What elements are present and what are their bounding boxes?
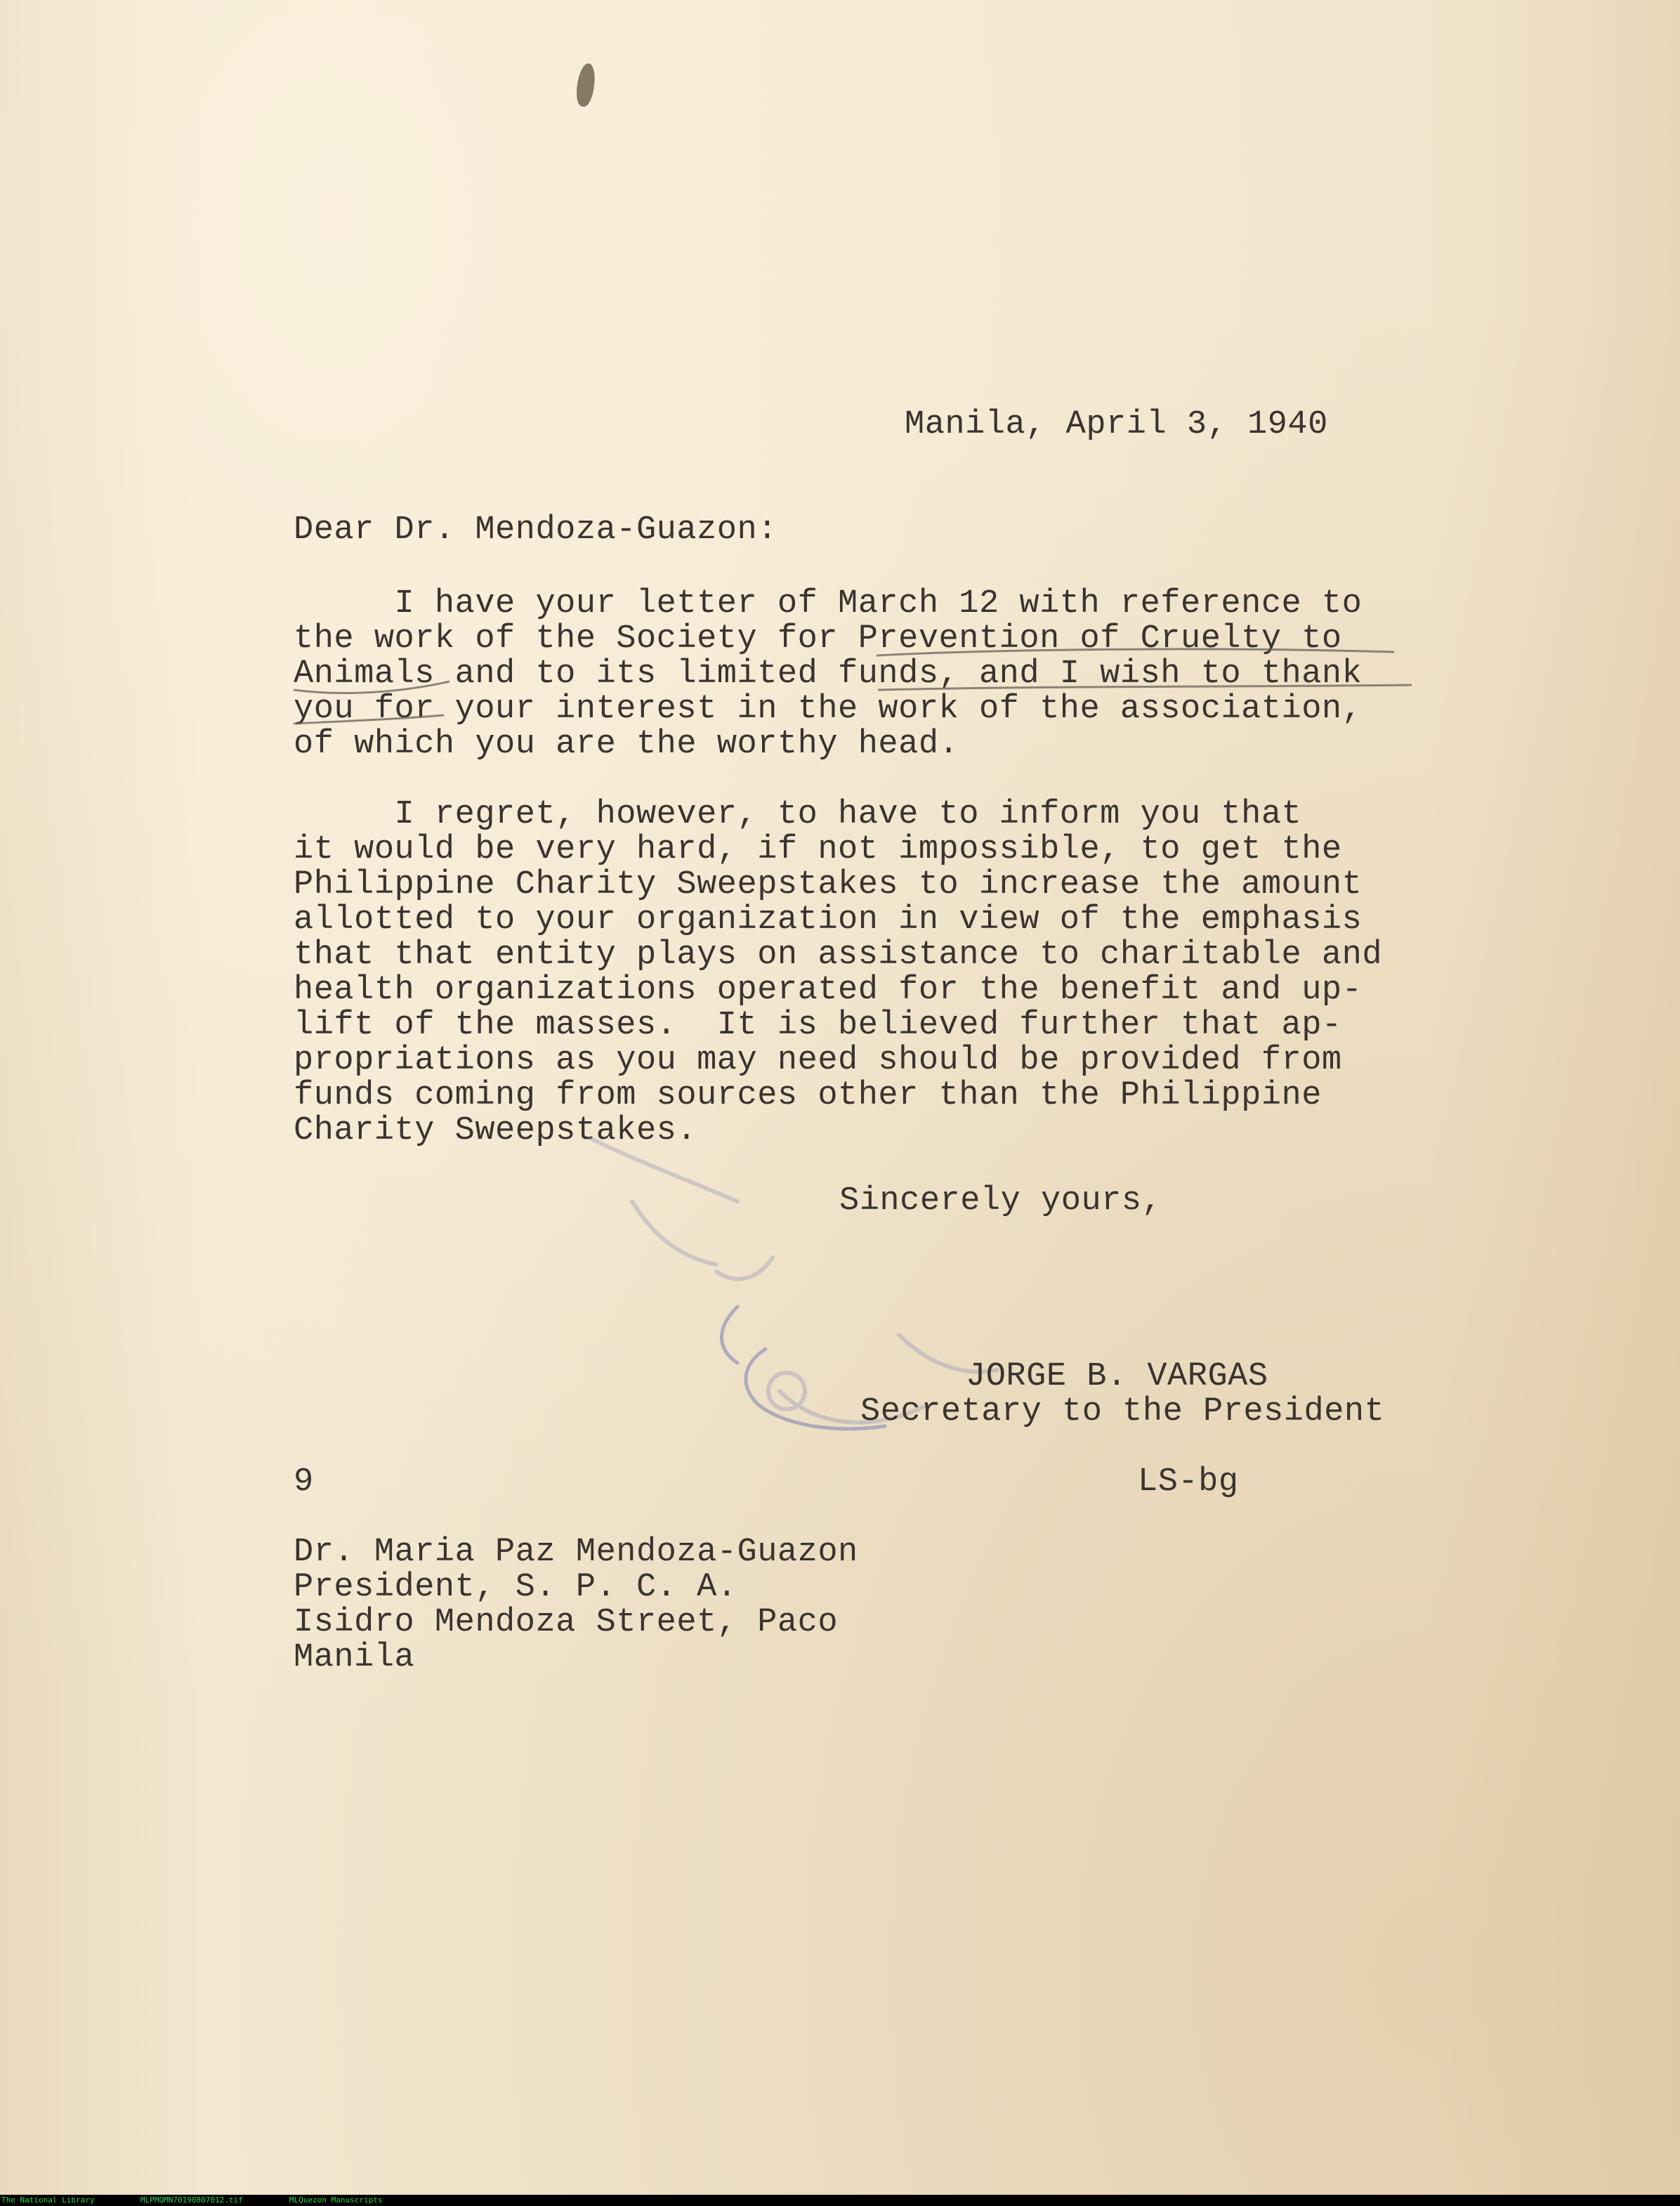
paragraph-line: I have your letter of March 12 with reference to <box>294 585 1363 622</box>
footer-collection: MLQuezon Manuscripts <box>289 2195 383 2205</box>
signer-name: JORGE B. VARGAS <box>966 1358 1268 1395</box>
paragraph-line: allotted to your organization in view of the emphasis <box>294 901 1363 939</box>
address-line: Isidro Mendoza Street, Paco <box>294 1604 839 1641</box>
paragraph-line: the work of the Society for Prevention of Cruelty to <box>294 620 1342 658</box>
paragraph-line: funds coming from sources other than the Philippine <box>294 1077 1322 1114</box>
footer-library: The National Library <box>1 2195 95 2205</box>
paragraph-line: propriations as you may need should be provided from <box>294 1042 1342 1079</box>
paragraph-line: of which you are the worthy head. <box>294 726 959 763</box>
archive-footer-bar <box>0 2195 1680 2206</box>
reference-initials: LS-bg <box>1138 1463 1239 1501</box>
paragraph-line: Animals and to its limited funds, and I wish to thank <box>294 655 1363 693</box>
paragraph-line: I regret, however, to have to inform you that <box>294 796 1302 833</box>
paragraph-line: Charity Sweepstakes. <box>294 1112 697 1149</box>
address-line: President, S. P. C. A. <box>294 1569 737 1606</box>
address-line: Dr. Maria Paz Mendoza-Guazon <box>294 1534 858 1571</box>
paragraph-line: health organizations operated for the benefit and up- <box>294 972 1363 1009</box>
paragraph-line: that that entity plays on assistance to charitable and <box>294 936 1383 974</box>
footer-filename: MLPMQMN70190807012.tif <box>140 2195 243 2205</box>
date-line: Manila, April 3, 1940 <box>905 406 1328 443</box>
page-number: 9 <box>294 1463 314 1501</box>
salutation: Dear Dr. Mendoza-Guazon: <box>294 511 777 549</box>
closing: Sincerely yours, <box>839 1182 1162 1220</box>
paragraph-line: lift of the masses. It is believed further that ap- <box>294 1007 1342 1044</box>
address-line: Manila <box>294 1639 415 1676</box>
paragraph-line: you for your interest in the work of the association, <box>294 691 1363 728</box>
signer-title: Secretary to the President <box>860 1393 1385 1430</box>
paragraph-line: it would be very hard, if not impossible, to get the <box>294 831 1342 868</box>
paragraph-line: Philippine Charity Sweepstakes to increase the amount <box>294 866 1363 903</box>
ink-blot <box>575 63 597 108</box>
